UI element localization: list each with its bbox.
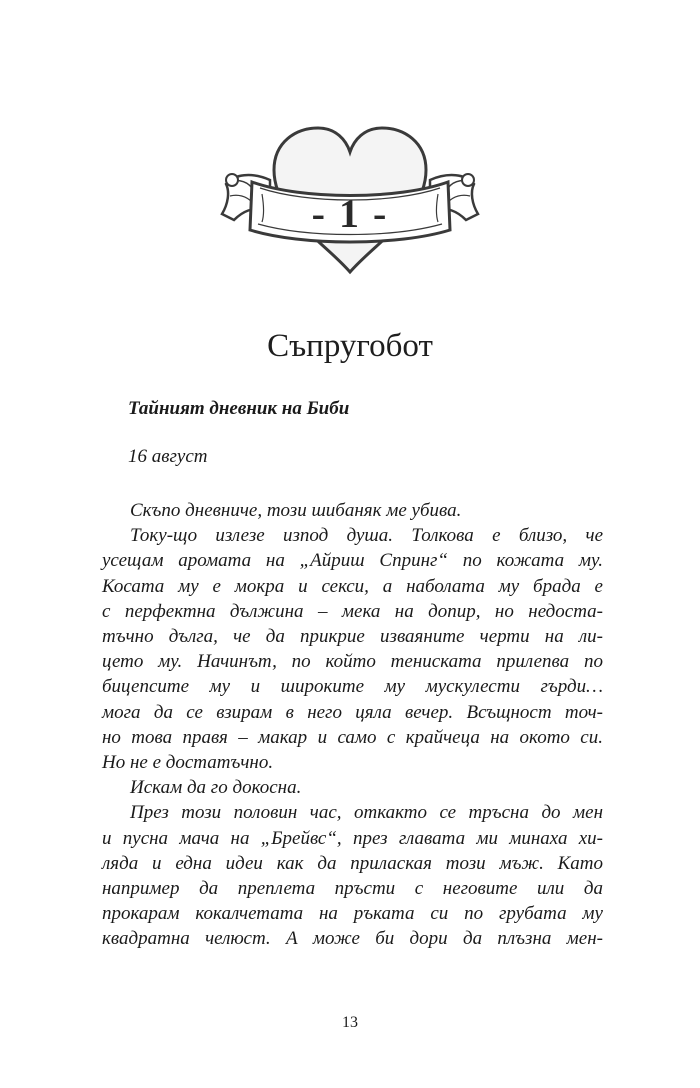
text-line: Току-що излезе изпод душа. Толкова е близо, че bbox=[130, 525, 603, 547]
text-line: но това правя – макар и само с крайчеца на окото си. bbox=[102, 726, 603, 748]
text-line: мога да се взирам в него цяла вечер. Всъщност точ- bbox=[102, 701, 603, 723]
text-line: Косата му е мокра и секси, а наболата му брада е bbox=[102, 575, 603, 597]
diary-heading: Тайният дневник на Биби bbox=[128, 398, 350, 419]
paragraph bbox=[102, 523, 603, 775]
text-line: и пусна мача на „Брейвс“, през главата ми минаха хи- bbox=[102, 827, 603, 849]
paragraph bbox=[102, 498, 603, 523]
text-line: Но не е достатъчно. bbox=[102, 752, 274, 774]
text-line: например да преплета пръсти с неговите или да bbox=[102, 878, 603, 900]
text-line: тъчно дълга, че да прикрие изваяните черти на ли- bbox=[102, 626, 603, 648]
text-line: бицепсите му и широките му мускулести гърди… bbox=[102, 676, 603, 698]
paragraph bbox=[102, 775, 603, 800]
text-line: цето му. Начинът, по който тениската прилепва по bbox=[102, 651, 603, 673]
text-line: квадратна челюст. А може би дори да плъзна мен- bbox=[102, 928, 603, 950]
text-line: Искам да го докосна. bbox=[130, 777, 302, 799]
paragraph bbox=[102, 800, 603, 951]
chapter-title: Съпругобот bbox=[267, 328, 433, 364]
text-line: усещам аромата на „Айриш Спринг“ по кожата му. bbox=[102, 550, 603, 572]
text-line: прокарам кокалчетата на ръката си по грубата му bbox=[102, 903, 603, 925]
body-text bbox=[102, 498, 603, 952]
text-line: с перфектна дължина – мека на допир, но недоста- bbox=[102, 600, 603, 622]
text-line: Скъпо дневниче, този шибаняк ме убива. bbox=[130, 500, 462, 521]
text-line: ляда и една идеи как да прилаская този мъж. Като bbox=[102, 852, 603, 874]
text-line: През този половин час, откакто се тръсна до мен bbox=[130, 802, 603, 824]
diary-date: 16 август bbox=[128, 446, 208, 467]
chapter-number: - 1 - bbox=[311, 191, 389, 236]
page-number: 13 bbox=[342, 1014, 358, 1031]
